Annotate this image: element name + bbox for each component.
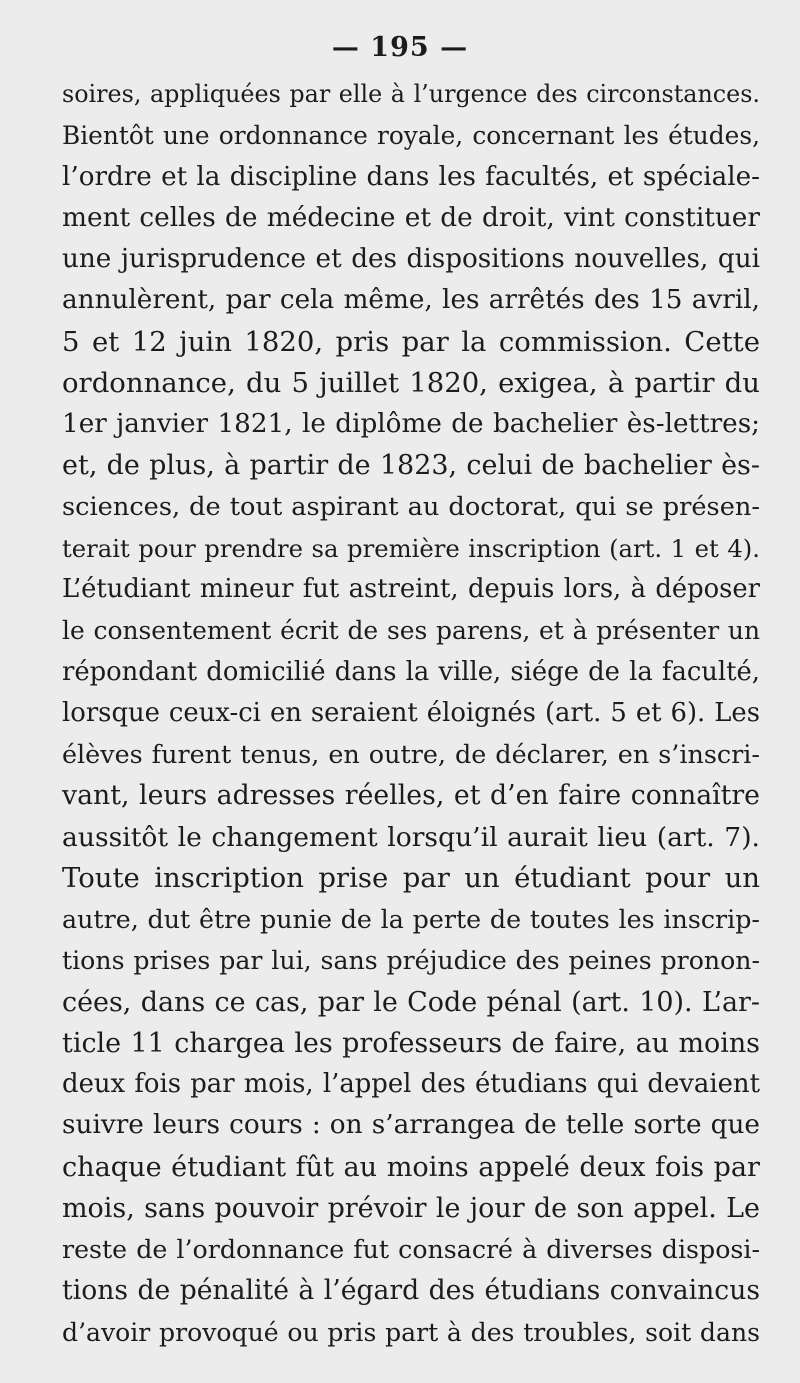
text-line: tions de pénalité à l’égard des étudians convaincus — [62, 1275, 760, 1307]
text-line: suivre leurs cours : on s’arrangea de telle sorte que — [62, 1110, 760, 1141]
text-line: tions prises par lui, sans préjudice des peines pronon- — [62, 946, 760, 976]
text-line: terait pour prendre sa première inscription (art. 1 et 4). — [62, 533, 760, 563]
text-line: Bientôt une ordonnance royale, concernant les études, — [62, 121, 760, 151]
text-line: mois, sans pouvoir prévoir le jour de son appel. Le — [62, 1192, 760, 1224]
text-line: autre, dut être punie de la perte de toutes les inscrip- — [62, 904, 760, 934]
text-line: et, de plus, à partir de 1823, celui de bachelier ès- — [62, 450, 760, 482]
text-line: annulèrent, par cela même, les arrêtés des 15 avril, — [62, 285, 760, 316]
text-line: lorsque ceux-ci en seraient éloignés (art. 5 et 6). Les — [62, 697, 760, 728]
text-line: aussitôt le changement lorsqu’il aurait lieu (art. 7). — [62, 821, 760, 853]
text-line: d’avoir provoqué ou pris part à des troubles, soit dans — [62, 1317, 760, 1347]
text-line: vant, leurs adresses réelles, et d’en faire connaître — [62, 780, 760, 812]
text-line: ment celles de médecine et de droit, vint constituer — [62, 202, 760, 233]
text-line: répondant domicilié dans la ville, siége de la faculté, — [62, 656, 760, 687]
text-line: sciences, de tout aspirant au doctorat, qui se présen- — [62, 491, 760, 522]
text-line: cées, dans ce cas, par le Code pénal (art. 10). L’ar- — [62, 986, 760, 1018]
text-line: l’ordre et la discipline dans les facultés, et spéciale- — [62, 161, 760, 192]
text-line: élèves furent tenus, en outre, de déclarer, en s’inscri- — [62, 739, 760, 769]
text-line: deux fois par mois, l’appel des étudians qui devaient — [62, 1069, 760, 1099]
text-line: reste de l’ordonnance fut consacré à diverses disposi- — [62, 1235, 760, 1264]
text-line: le consentement écrit de ses parens, et à présenter un — [62, 616, 760, 646]
text-line: L’étudiant mineur fut astreint, depuis lors, à déposer — [62, 574, 760, 604]
page-number: — 195 — — [331, 32, 469, 63]
text-line: Toute inscription prise par un étudiant pour un — [62, 861, 760, 894]
text-line: 1er janvier 1821, le diplôme de bachelier ès-lettres; — [62, 409, 760, 439]
text-line: soires, appliquées par elle à l’urgence des circonstances. — [62, 80, 760, 108]
text-line: 5 et 12 juin 1820, pris par la commission. Cette — [62, 325, 760, 358]
text-line: chaque étudiant fût au moins appelé deux fois par — [62, 1151, 760, 1183]
text-line: ordonnance, du 5 juillet 1820, exigea, à partir du — [62, 366, 760, 399]
body-text — [62, 74, 760, 1353]
text-line: ticle 11 chargea les professeurs de faire, au moins — [62, 1027, 760, 1059]
text-line: une jurisprudence et des dispositions nouvelles, qui — [62, 244, 760, 274]
